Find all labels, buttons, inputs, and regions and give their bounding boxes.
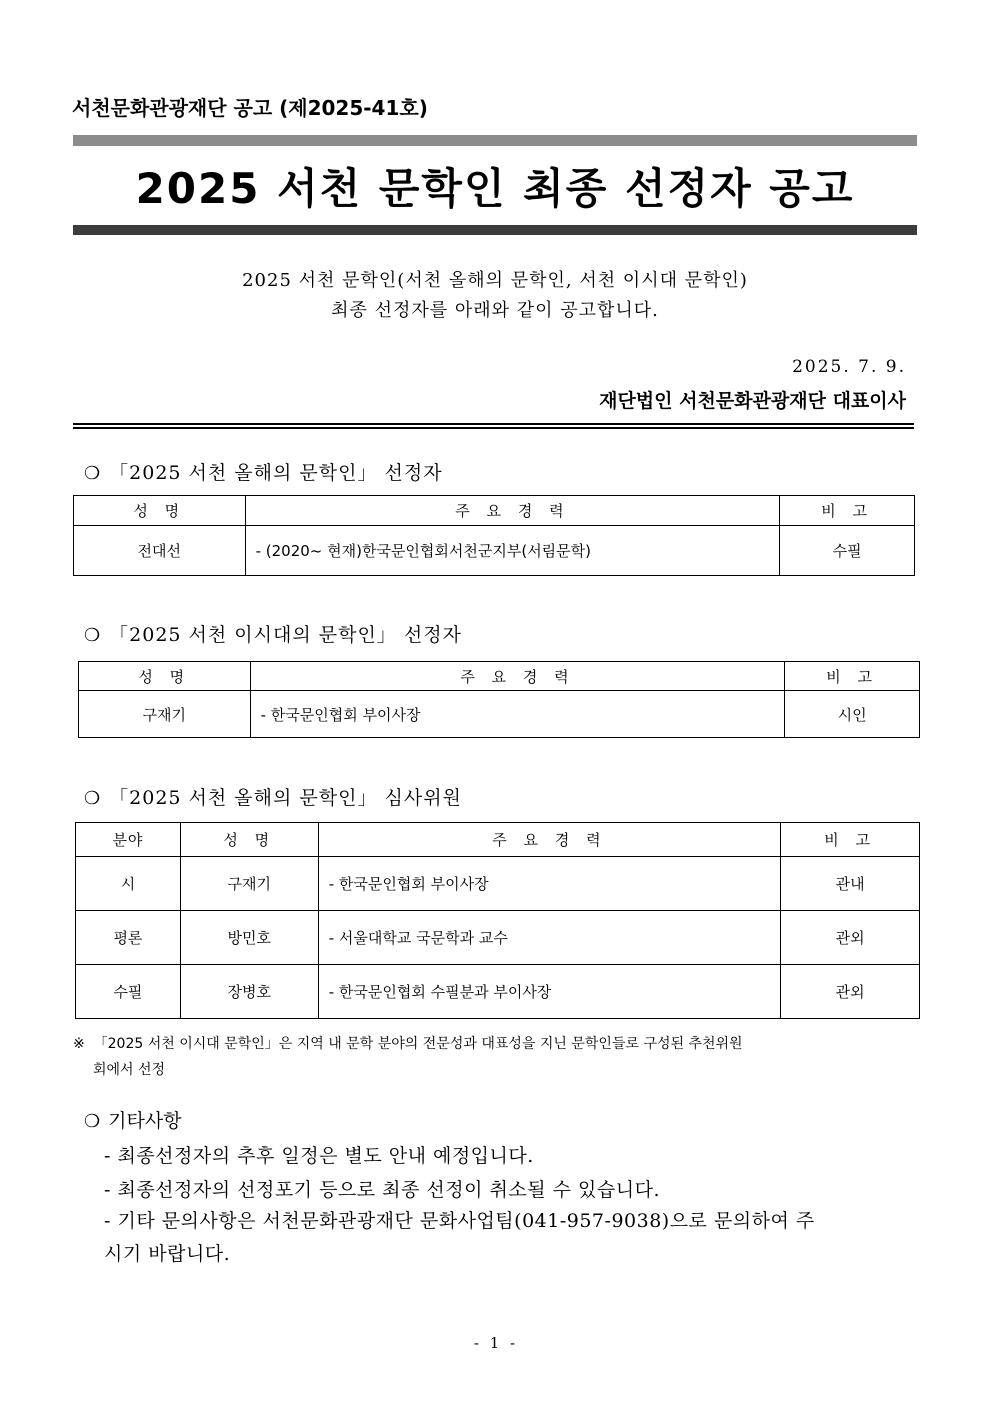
cell-career: - 한국문인협회 부이사장 xyxy=(318,857,780,911)
document-title: 2025 서천 문학인 최종 선정자 공고 xyxy=(135,164,855,213)
section-3-title: 「2025 서천 올해의 문학인」 심사위원 xyxy=(109,787,462,809)
circle-bullet-icon: ❍ xyxy=(84,463,102,484)
etc-item-2: - 최종선정자의 선정포기 등으로 최종 선정이 취소될 수 있습니다. xyxy=(104,1179,660,1201)
section-2-title: 「2025 서천 이시대의 문학인」 선정자 xyxy=(109,624,462,646)
table-row xyxy=(79,691,920,738)
circle-bullet-icon: ❍ xyxy=(84,1111,101,1132)
table-row xyxy=(76,965,920,1019)
cell-career: - (2020~ 현재)한국문인협회서천군지부(서림문학) xyxy=(245,526,780,576)
cell-name: 방민호 xyxy=(180,911,318,965)
header-note: 비 고 xyxy=(785,662,920,691)
section-2-table xyxy=(78,661,920,738)
cell-note: 관외 xyxy=(781,965,920,1019)
notice-date: 2025. 7. 9. xyxy=(792,357,906,377)
header-field: 분야 xyxy=(76,823,181,857)
intro-line-2: 최종 선정자를 아래와 같이 공고합니다. xyxy=(331,300,659,321)
header-career: 주 요 경 력 xyxy=(245,496,780,526)
header-note: 비 고 xyxy=(780,496,915,526)
header-name: 성 명 xyxy=(180,823,318,857)
section-1-title: 「2025 서천 올해의 문학인」 선정자 xyxy=(109,462,443,484)
cell-name: 구재기 xyxy=(180,857,318,911)
reference-mark-icon: ※ xyxy=(73,1036,85,1052)
cell-field: 시 xyxy=(76,857,181,911)
section-1-table xyxy=(73,495,915,576)
cell-note: 시인 xyxy=(785,691,920,738)
intro-text xyxy=(73,266,917,326)
table-row xyxy=(76,911,920,965)
title-bottom-bar xyxy=(73,225,917,235)
header-name: 성 명 xyxy=(74,496,246,526)
cell-career: - 한국문인협회 부이사장 xyxy=(250,691,785,738)
footnote-line-2: 회에서 선정 xyxy=(93,1062,166,1078)
cell-note: 관외 xyxy=(781,911,920,965)
footnote-line-1 xyxy=(73,1031,923,1057)
intro-line-1: 2025 서천 문학인(서천 올해의 문학인, 서천 이시대 문학인) xyxy=(242,270,748,291)
header-note: 비 고 xyxy=(781,823,920,857)
title-top-bar xyxy=(73,135,917,146)
table-header-row xyxy=(74,496,915,526)
cell-name: 전대선 xyxy=(74,526,246,576)
cell-name: 구재기 xyxy=(79,691,251,738)
cell-note: 수필 xyxy=(780,526,915,576)
section-3-table xyxy=(75,822,920,1019)
table-row xyxy=(74,526,915,576)
notice-number: 서천문화관광재단 공고 (제2025-41호) xyxy=(72,96,428,120)
footnote-text-1: 「2025 서천 이시대 문학인」은 지역 내 문학 분야의 전문성과 대표성을 지닌 문학인들로 구성된 추천위원 xyxy=(93,1036,743,1052)
etc-title: 기타사항 xyxy=(108,1110,182,1132)
etc-item-3: - 기타 문의사항은 서천문화관광재단 문화사업팀(041-957-9038)으로 문의하여 주 xyxy=(104,1210,815,1232)
cell-field: 수필 xyxy=(76,965,181,1019)
cell-career: - 서울대학교 국문학과 교수 xyxy=(318,911,780,965)
circle-bullet-icon: ❍ xyxy=(84,625,102,646)
header-career: 주 요 경 력 xyxy=(250,662,785,691)
table-header-row xyxy=(79,662,920,691)
etc-item-1: - 최종선정자의 추후 일정은 별도 안내 예정입니다. xyxy=(104,1145,534,1167)
issuer: 재단법인 서천문화관광재단 대표이사 xyxy=(599,390,906,412)
etc-heading xyxy=(84,1106,182,1133)
etc-item-3-cont: 시기 바랍니다. xyxy=(104,1243,231,1265)
page-number: - 1 - xyxy=(473,1334,519,1352)
section-3-heading xyxy=(84,783,462,810)
footnote xyxy=(73,1031,923,1083)
section-1-heading xyxy=(84,458,443,485)
cell-note: 관내 xyxy=(781,857,920,911)
section-2-heading xyxy=(84,620,462,647)
cell-career: - 한국문인협회 수필분과 부이사장 xyxy=(318,965,780,1019)
table-header-row xyxy=(76,823,920,857)
header-name: 성 명 xyxy=(79,662,251,691)
cell-field: 평론 xyxy=(76,911,181,965)
table-row xyxy=(76,857,920,911)
header-career: 주 요 경 력 xyxy=(318,823,780,857)
circle-bullet-icon: ❍ xyxy=(84,788,102,809)
double-divider xyxy=(73,423,914,429)
cell-name: 장병호 xyxy=(180,965,318,1019)
